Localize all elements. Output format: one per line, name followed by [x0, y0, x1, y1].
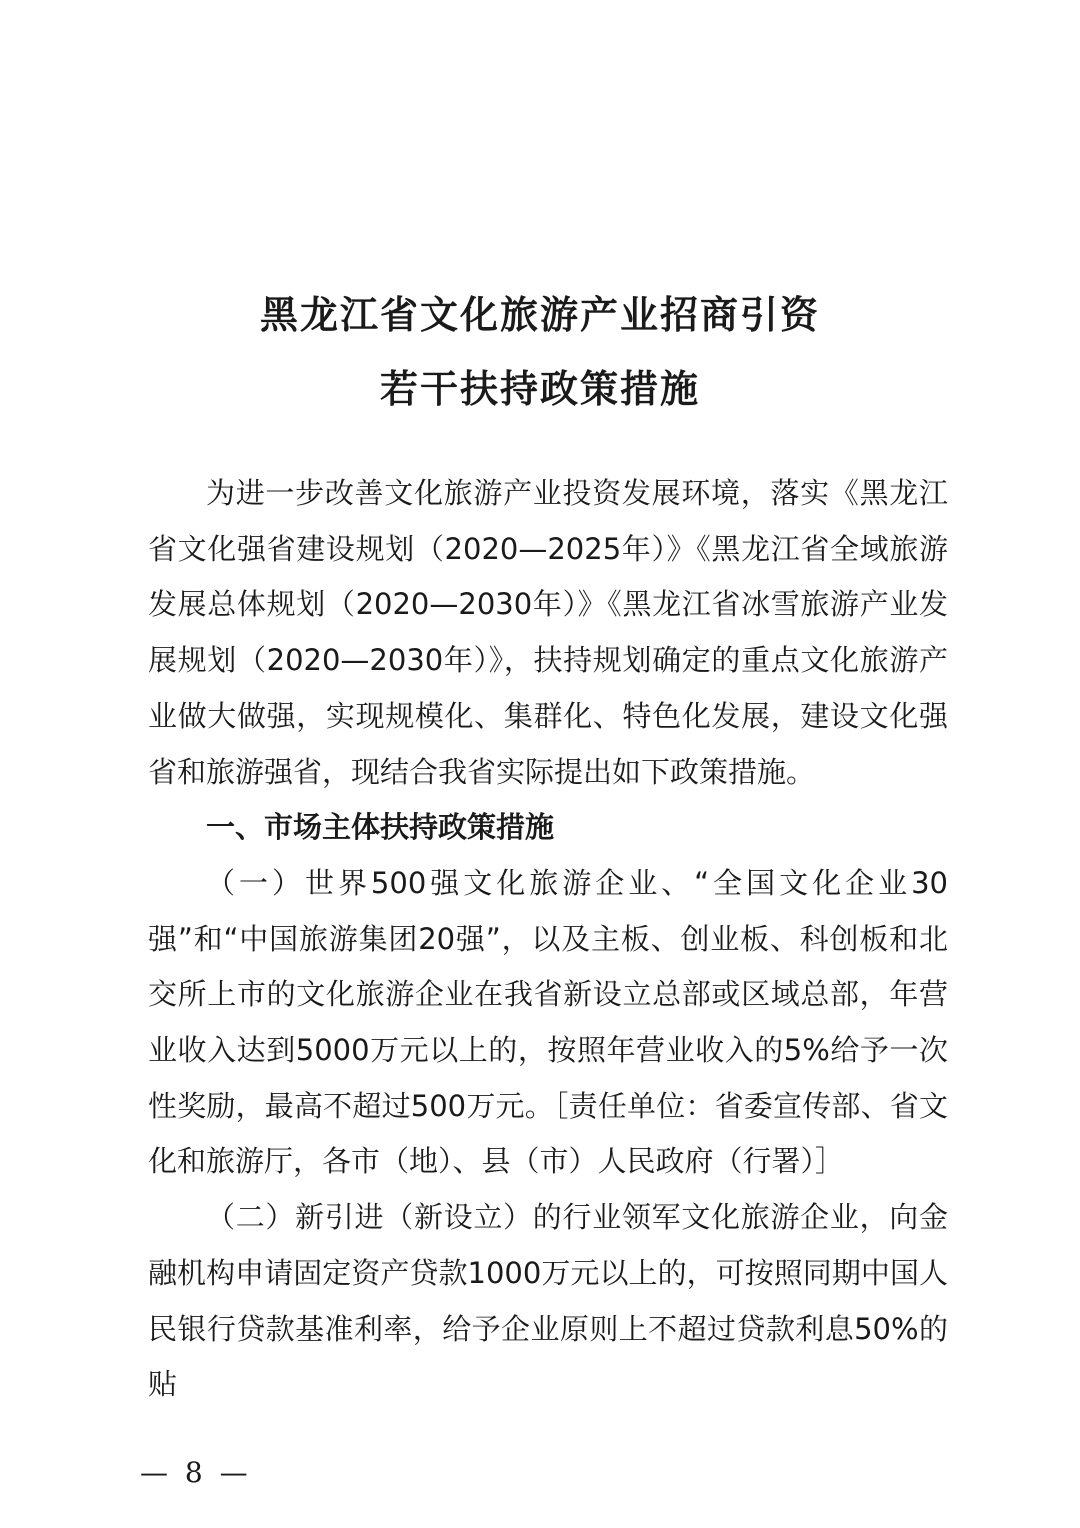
paragraph-item-1: （一）世界500强文化旅游企业、“全国文化企业30强”和“中国旅游集团20强”，以及主板、创业板、科创板和北交所上市的文化旅游企业在我省新设立总部或区域总部，年营业收入达到5000万元以上的，按照年营业收入的5%给予一次性奖励，最高不超过500万元。［责任单位：省委宣传部、省文化和旅游厅，各市（地）、县（市）人民政府（行署）］ [148, 865, 948, 1179]
paragraph-intro: 为进一步改善文化旅游产业投资发展环境，落实《黑龙江省文化强省建设规划（2020—2025年）》《黑龙江省全域旅游发展总体规划（2020—2030年）》《黑龙江省冰雪旅游产业发展规划（2020—2030年）》，扶持规划确定的重点文化旅游产业做大做强，实现规模化、集群化、特色化发展，建设文化强省和旅游强省，现结合我省实际提出如下政策措施。 [148, 476, 948, 789]
paragraph-item-2: （二）新引进（新设立）的行业领军文化旅游企业，向金融机构申请固定资产贷款1000万元以上的，可按照同期中国人民银行贷款基准利率，给予企业原则上不超过贷款利息50%的贴 [148, 1200, 948, 1402]
title-line-1: 黑龙江省文化旅游产业招商引资 [259, 292, 820, 337]
document-body [148, 466, 948, 1413]
page-number: — 8 — [140, 1456, 252, 1489]
section-heading: 一、市场主体扶持政策措施 [206, 810, 555, 845]
title-line-2: 若干扶持政策措施 [379, 366, 700, 411]
